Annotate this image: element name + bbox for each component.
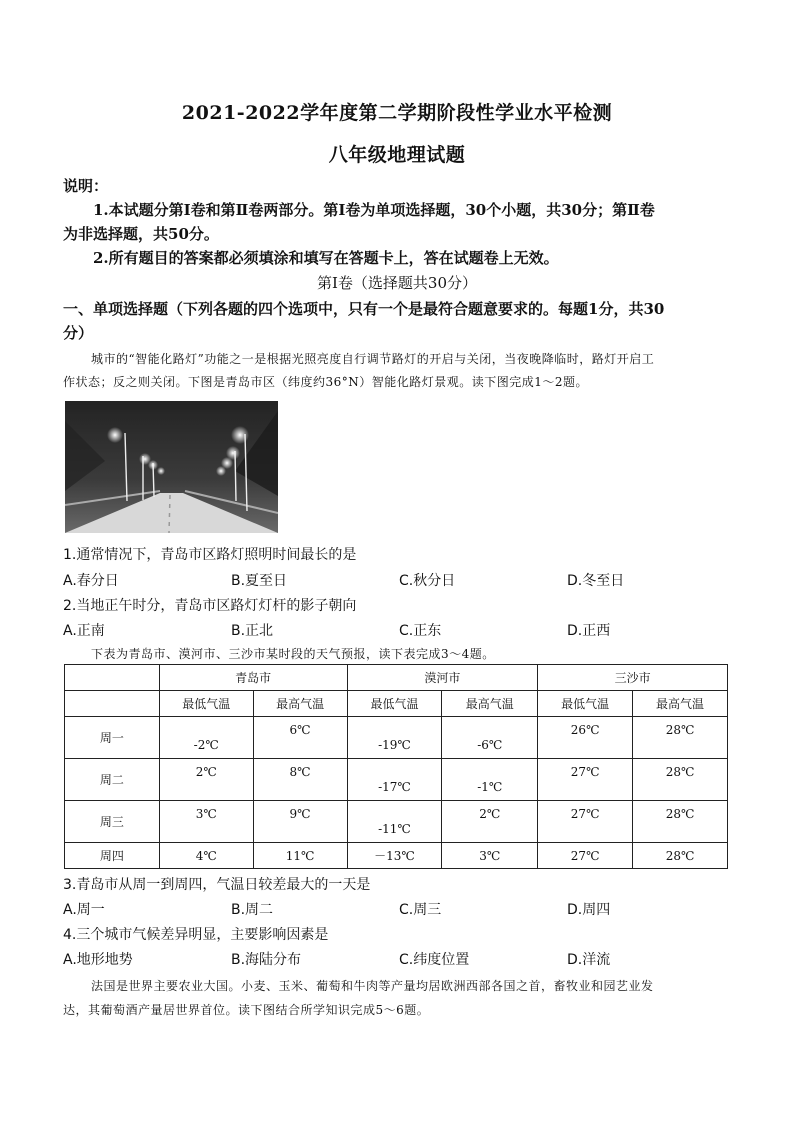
question-4-option-c[interactable]: C.纬度位置 [399, 952, 470, 968]
instruction-1a: 1.本试题分第Ⅰ卷和第Ⅱ卷两部分。第Ⅰ卷为单项选择题，30个小题，共30分；第Ⅱ卷 [93, 201, 655, 219]
subheader-cell: 最低气温 [159, 691, 253, 717]
question-4-option-a[interactable]: A.地形地势 [63, 952, 133, 968]
exam-title: 2021-2022学年度第二学期阶段性学业水平检测 [181, 102, 613, 124]
table-intro: 下表为青岛市、漠河市、三沙市某时段的天气预报，读下表完成3～4题。 [91, 647, 495, 661]
part1-heading-b: 分） [63, 324, 94, 342]
table-row [65, 801, 728, 843]
table-header-row [65, 665, 728, 691]
day-cell: 周一 [65, 717, 160, 759]
temp-cell: 27℃ [538, 759, 633, 801]
table-row [65, 843, 728, 869]
streetlight-photo [65, 401, 278, 533]
question-2-option-c[interactable]: C.正东 [399, 623, 442, 639]
part1-heading-a: 一、单项选择题（下列各题的四个选项中，只有一个是最符合题意要求的。每题1分，共30 [63, 300, 665, 318]
day-cell: 周二 [65, 759, 160, 801]
question-1-option-a[interactable]: A.春分日 [63, 573, 119, 589]
temp-cell: 2℃ [442, 801, 538, 843]
question-2-option-d[interactable]: D.正西 [567, 623, 611, 639]
temp-cell: 8℃ [253, 759, 347, 801]
temp-cell: -11℃ [347, 801, 442, 843]
temp-cell: －13℃ [347, 843, 442, 869]
header-city: 三沙市 [538, 665, 728, 691]
question-1-option-d[interactable]: D.冬至日 [567, 573, 625, 589]
passage1-line2: 作状态；反之则关闭。下图是青岛市区（纬度约36°N）智能化路灯景观。读下图完成1～2题。 [63, 375, 589, 389]
question-2-option-b[interactable]: B.正北 [231, 623, 274, 639]
header-city: 青岛市 [159, 665, 347, 691]
temp-cell: 4℃ [159, 843, 253, 869]
question-1-option-b[interactable]: B.夏至日 [231, 573, 288, 589]
temp-cell: -6℃ [442, 717, 538, 759]
temp-cell: -17℃ [347, 759, 442, 801]
weather-table [64, 664, 728, 869]
temp-cell: -1℃ [442, 759, 538, 801]
temp-cell: 26℃ [538, 717, 633, 759]
subheader-cell: 最高气温 [253, 691, 347, 717]
section-heading: 第Ⅰ卷（选择题共30分） [316, 274, 477, 292]
day-cell: 周三 [65, 801, 160, 843]
question-4-stem: 4.三个城市气候差异明显，主要影响因素是 [63, 927, 329, 943]
question-3-option-a[interactable]: A.周一 [63, 902, 105, 918]
question-3-stem: 3.青岛市从周一到周四，气温日较差最大的一天是 [63, 877, 371, 893]
temp-cell: -2℃ [159, 717, 253, 759]
temp-cell: 28℃ [633, 843, 728, 869]
temp-cell: 27℃ [538, 843, 633, 869]
header-city: 漠河市 [347, 665, 538, 691]
subheader-cell: 最高气温 [442, 691, 538, 717]
question-3-option-c[interactable]: C.周三 [399, 902, 442, 918]
header-blank [65, 665, 160, 691]
question-3-option-b[interactable]: B.周二 [231, 902, 274, 918]
temp-cell: 3℃ [442, 843, 538, 869]
passage1-line1: 城市的“智能化路灯”功能之一是根据光照亮度自行调节路灯的开启与关闭，当夜晚降临时，路灯开启工 [91, 352, 655, 366]
question-4-option-d[interactable]: D.洋流 [567, 952, 611, 968]
subheader-cell: 最低气温 [538, 691, 633, 717]
instructions-label: 说明： [63, 177, 109, 195]
day-cell: 周四 [65, 843, 160, 869]
table-row [65, 759, 728, 801]
subheader-cell: 最低气温 [347, 691, 442, 717]
question-3-option-d[interactable]: D.周四 [567, 902, 611, 918]
exam-subtitle: 八年级地理试题 [328, 144, 466, 166]
temp-cell: 9℃ [253, 801, 347, 843]
table-row [65, 717, 728, 759]
temp-cell: 28℃ [633, 759, 728, 801]
temp-cell: 28℃ [633, 717, 728, 759]
temp-cell: 6℃ [253, 717, 347, 759]
temp-cell: 28℃ [633, 801, 728, 843]
question-2-stem: 2.当地正午时分，青岛市区路灯灯杆的影子朝向 [63, 598, 357, 614]
instruction-2: 2.所有题目的答案都必须填涂和填写在答题卡上，答在试题卷上无效。 [93, 249, 559, 267]
subheader-cell: 最高气温 [633, 691, 728, 717]
temp-cell: 2℃ [159, 759, 253, 801]
passage2-line1: 法国是世界主要农业大国。小麦、玉米、葡萄和牛肉等产量均居欧洲西部各国之首，畜牧业和园艺业发 [91, 979, 654, 993]
question-2-option-a[interactable]: A.正南 [63, 623, 105, 639]
temp-cell: 27℃ [538, 801, 633, 843]
temp-cell: 11℃ [253, 843, 347, 869]
question-1-option-c[interactable]: C.秋分日 [399, 573, 456, 589]
passage2-line2: 达，其葡萄酒产量居世界首位。读下图结合所学知识完成5～6题。 [63, 1003, 430, 1017]
question-1-stem: 1.通常情况下，青岛市区路灯照明时间最长的是 [63, 547, 357, 563]
temp-cell: -19℃ [347, 717, 442, 759]
instruction-1b: 为非选择题，共50分。 [63, 225, 219, 243]
table-subheader-row [65, 691, 728, 717]
subheader-blank [65, 691, 160, 717]
question-4-option-b[interactable]: B.海陆分布 [231, 952, 302, 968]
temp-cell: 3℃ [159, 801, 253, 843]
